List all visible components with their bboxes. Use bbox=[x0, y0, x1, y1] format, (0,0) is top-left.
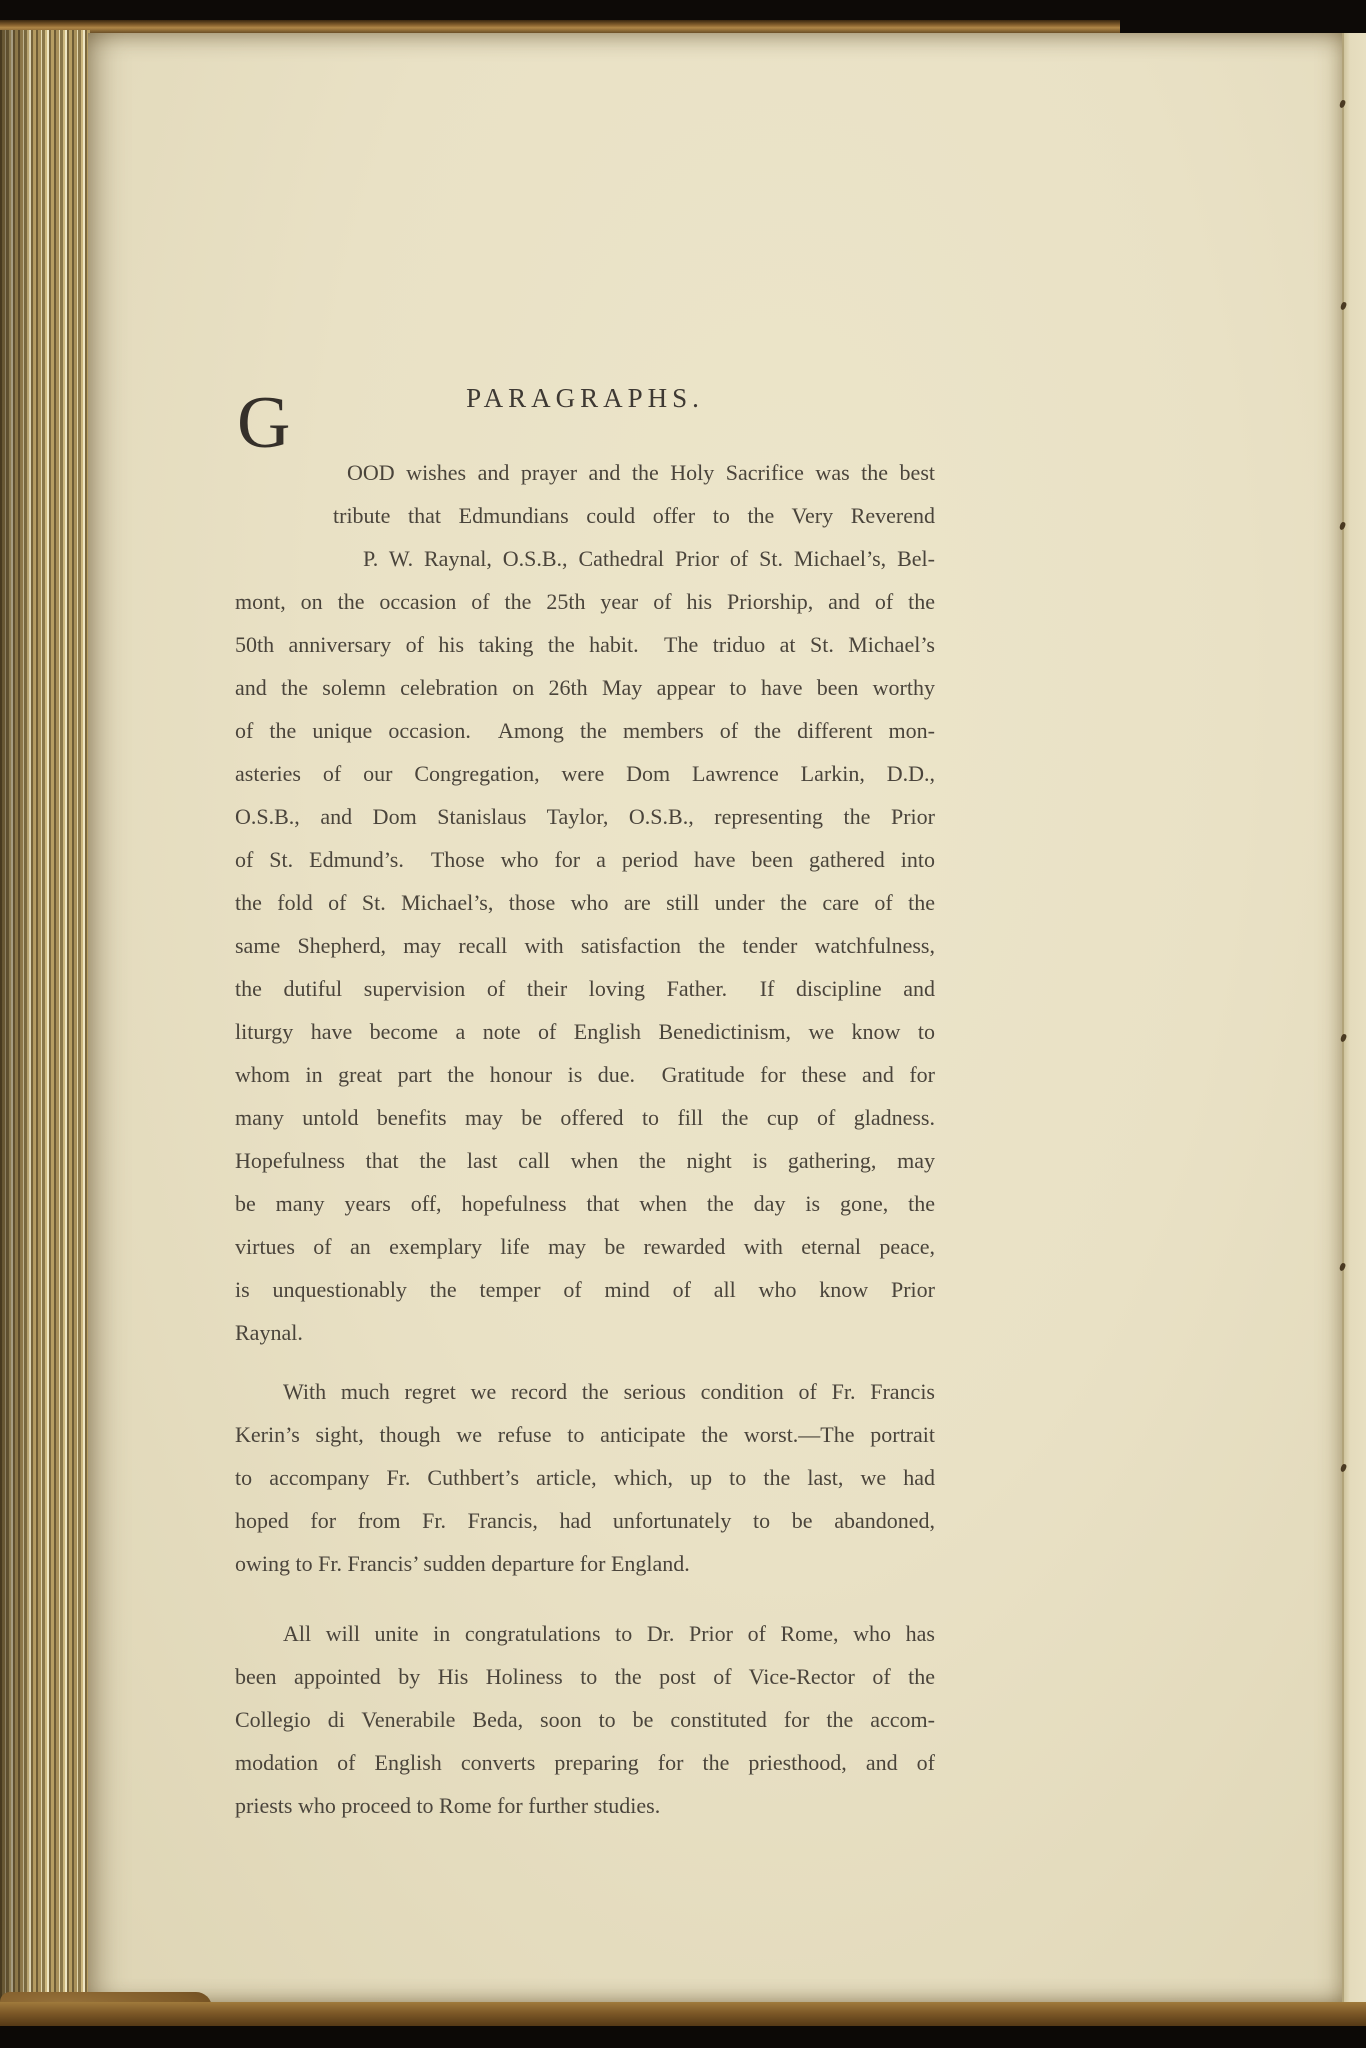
text-line: same Shepherd, may recall with satisfaction the tender watchfulness, bbox=[235, 933, 935, 958]
text-line: P. W. Raynal, O.S.B., Cathedral Prior of St. Michael’s, Bel- bbox=[363, 546, 935, 571]
text-line: Raynal. bbox=[235, 1320, 303, 1345]
text-line: virtues of an exemplary life may be rewarded with eternal peace, bbox=[235, 1234, 935, 1259]
text-line: Hopefulness that the last call when the night is gathering, may bbox=[235, 1148, 935, 1173]
text-line: priests who proceed to Rome for further studies. bbox=[235, 1793, 661, 1818]
text-line: O.S.B., and Dom Stanislaus Taylor, O.S.B., representing the Prior bbox=[235, 804, 935, 829]
text-line: asteries of our Congregation, were Dom Lawrence Larkin, D.D., bbox=[235, 761, 935, 786]
text-line: With much regret we record the serious condition of Fr. Francis bbox=[283, 1379, 935, 1404]
text-line: hoped for from Fr. Francis, had unfortunately to be abandoned, bbox=[235, 1508, 935, 1533]
text-line: to accompany Fr. Cuthbert’s article, which, up to the last, we had bbox=[235, 1465, 935, 1490]
text-line: and the solemn celebration on 26th May appear to have been worthy bbox=[235, 675, 935, 700]
text-line: OOD wishes and prayer and the Holy Sacrifice was the best bbox=[347, 460, 935, 485]
text-line: of St. Edmund’s. Those who for a period have been gathered into bbox=[235, 847, 935, 872]
text-line: mont, on the occasion of the 25th year of his Priorship, and of the bbox=[235, 589, 935, 614]
text-line: the dutiful supervision of their loving Father. If discipline and bbox=[235, 976, 935, 1001]
text-line: is unquestionably the temper of mind of all who know Prior bbox=[235, 1277, 935, 1302]
text-line: All will unite in congratulations to Dr. Prior of Rome, who has bbox=[283, 1621, 935, 1646]
text-line: the fold of St. Michael’s, those who are still under the care of the bbox=[235, 890, 935, 915]
cover-black-bottom bbox=[0, 2026, 1366, 2048]
page-fore-edges-left bbox=[0, 30, 90, 2004]
text-line: Collegio di Venerabile Beda, soon to be constituted for the accom- bbox=[235, 1707, 935, 1732]
text-line: Kerin’s sight, though we refuse to anticipate the worst.—The portrait bbox=[235, 1422, 935, 1447]
book-page bbox=[88, 33, 1342, 2003]
text-line: whom in great part the honour is due. Gratitude for these and for bbox=[235, 1062, 935, 1087]
paragraph bbox=[235, 1370, 935, 1585]
text-line: 50th anniversary of his taking the habit. The triduo at St. Michael’s bbox=[235, 632, 935, 657]
drop-cap: G bbox=[237, 382, 291, 464]
paragraph bbox=[235, 451, 935, 1354]
book-cover-bottom-edge bbox=[0, 2002, 1366, 2028]
page-edge-right bbox=[1342, 33, 1366, 2003]
text-line: owing to Fr. Francis’ sudden departure for England. bbox=[235, 1551, 690, 1576]
page-title: PARAGRAPHS. bbox=[466, 383, 704, 413]
text-line: be many years off, hopefulness that when the day is gone, the bbox=[235, 1191, 935, 1216]
text-line: of the unique occasion. Among the members of the different mon- bbox=[235, 718, 935, 743]
text-column bbox=[235, 383, 935, 1827]
text-line: many untold benefits may be offered to fill the cup of gladness. bbox=[235, 1105, 935, 1130]
text-line: been appointed by His Holiness to the post of Vice-Rector of the bbox=[235, 1664, 935, 1689]
paragraph bbox=[235, 1612, 935, 1827]
text-line: modation of English converts preparing for the priesthood, and of bbox=[235, 1750, 935, 1775]
text-line: liturgy have become a note of English Benedictinism, we know to bbox=[235, 1019, 935, 1044]
text-line: tribute that Edmundians could offer to the Very Reverend bbox=[333, 503, 935, 528]
